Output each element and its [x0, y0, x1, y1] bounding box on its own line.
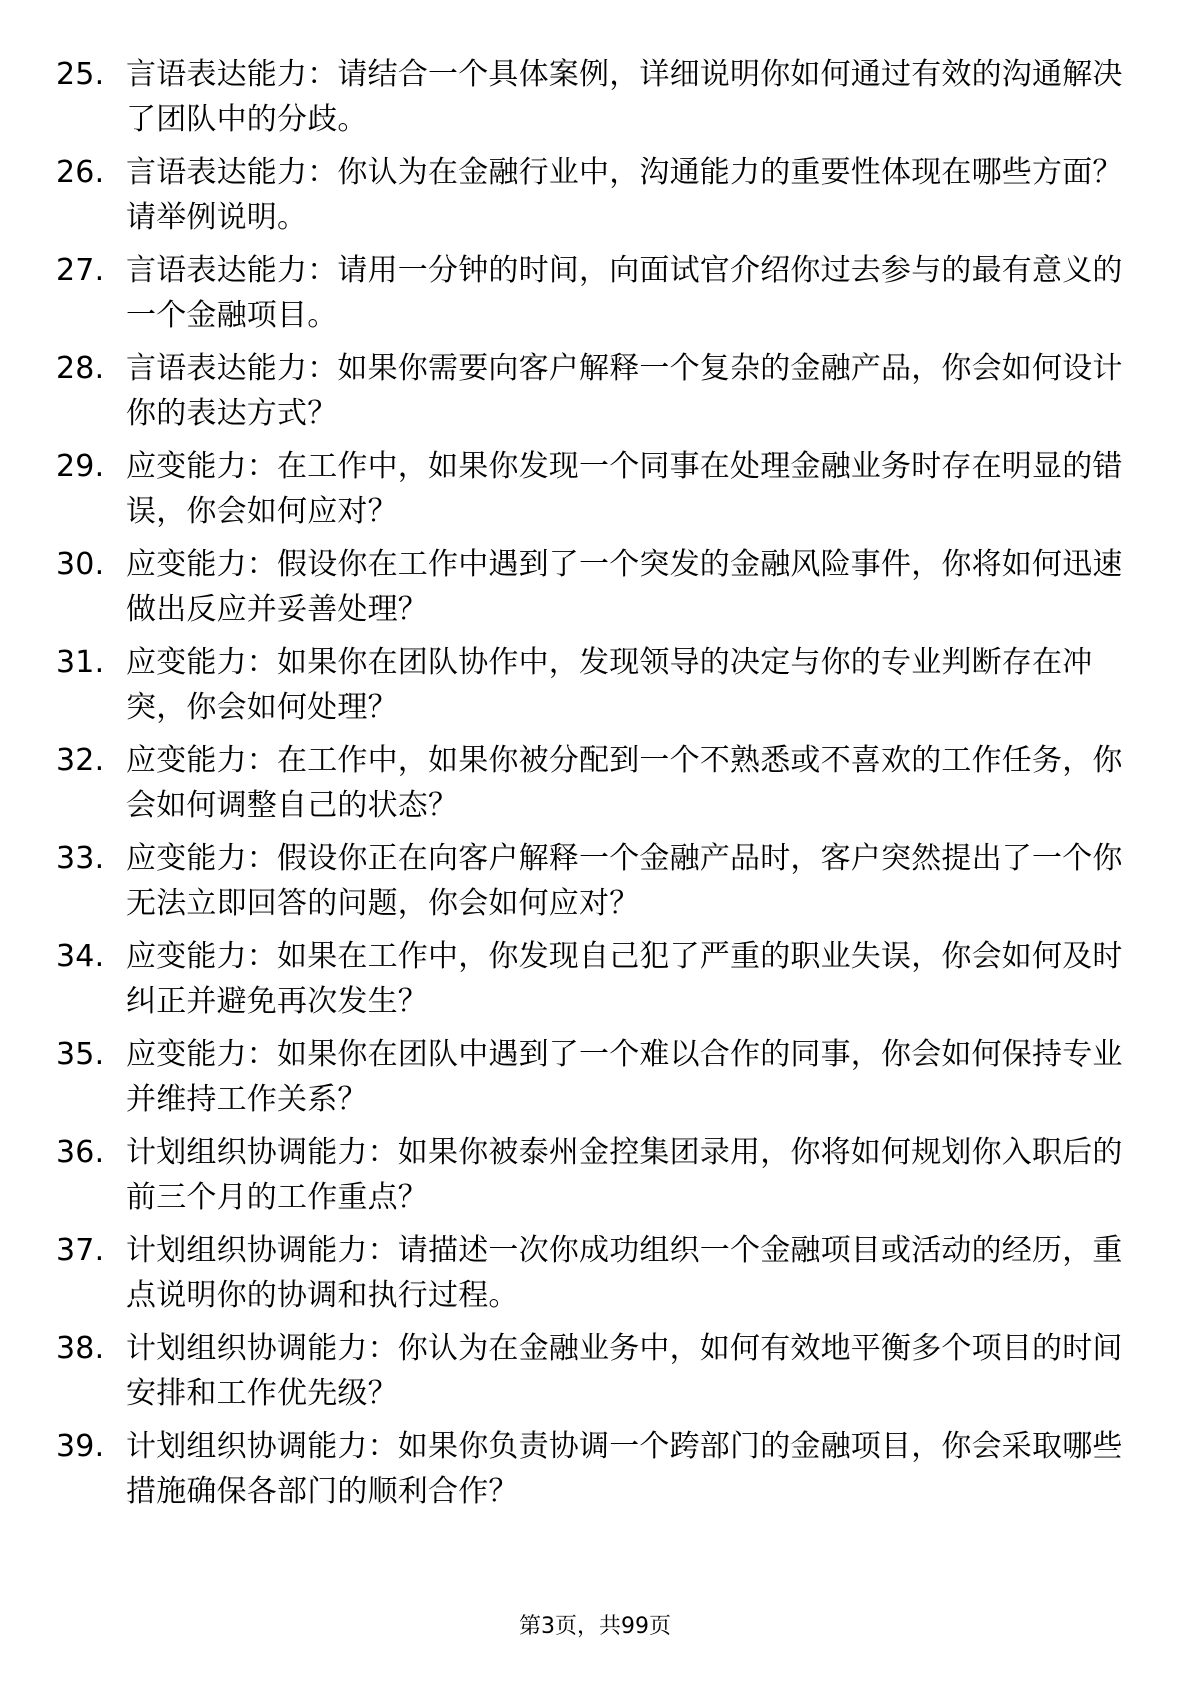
- question-number: 33.: [56, 841, 105, 876]
- question-text: 应变能力：如果你在团队中遇到了一个难以合作的同事，你会如何保持专业并维持工作关系？: [126, 1037, 1123, 1117]
- question-item: [56, 1424, 1126, 1514]
- question-text: 应变能力：假设你正在向客户解释一个金融产品时，客户突然提出了一个你无法立即回答的问题，你会如何应对？: [126, 841, 1123, 921]
- question-item: [56, 346, 1126, 436]
- question-item: [56, 934, 1126, 1024]
- question-item: [56, 1326, 1126, 1416]
- question-number: 39.: [56, 1429, 105, 1464]
- question-number: 35.: [56, 1037, 105, 1072]
- question-number: 31.: [56, 645, 105, 680]
- question-text: 应变能力：如果你在团队协作中，发现领导的决定与你的专业判断存在冲突，你会如何处理？: [126, 645, 1093, 725]
- question-item: [56, 444, 1126, 534]
- question-item: [56, 1130, 1126, 1220]
- question-list: [56, 52, 1126, 1522]
- question-number: 36.: [56, 1135, 105, 1170]
- question-text: 应变能力：在工作中，如果你被分配到一个不熟悉或不喜欢的工作任务，你会如何调整自己的状态？: [126, 743, 1123, 823]
- question-text: 言语表达能力：如果你需要向客户解释一个复杂的金融产品，你会如何设计你的表达方式？: [126, 351, 1123, 431]
- question-text: 言语表达能力：请用一分钟的时间，向面试官介绍你过去参与的最有意义的一个金融项目。: [126, 253, 1123, 333]
- question-text: 应变能力：如果在工作中，你发现自己犯了严重的职业失误，你会如何及时纠正并避免再次发生？: [126, 939, 1123, 1019]
- question-item: [56, 836, 1126, 926]
- question-number: 37.: [56, 1233, 105, 1268]
- question-text: 计划组织协调能力：如果你被泰州金控集团录用，你将如何规划你入职后的前三个月的工作重点？: [126, 1135, 1123, 1215]
- question-number: 32.: [56, 743, 105, 778]
- question-number: 25.: [56, 57, 105, 92]
- question-text: 言语表达能力：请结合一个具体案例，详细说明你如何通过有效的沟通解决了团队中的分歧。: [126, 57, 1123, 137]
- question-item: [56, 542, 1126, 632]
- question-text: 计划组织协调能力：如果你负责协调一个跨部门的金融项目，你会采取哪些措施确保各部门的顺利合作？: [126, 1429, 1123, 1509]
- question-item: [56, 248, 1126, 338]
- question-item: [56, 150, 1126, 240]
- question-text: 应变能力：假设你在工作中遇到了一个突发的金融风险事件，你将如何迅速做出反应并妥善处理？: [126, 547, 1123, 627]
- question-item: [56, 52, 1126, 142]
- question-number: 34.: [56, 939, 105, 974]
- question-number: 30.: [56, 547, 105, 582]
- question-item: [56, 738, 1126, 828]
- question-number: 27.: [56, 253, 105, 288]
- page-footer: 第3页，共99页: [519, 1614, 671, 1639]
- question-number: 28.: [56, 351, 105, 386]
- question-item: [56, 1228, 1126, 1318]
- question-text: 言语表达能力：你认为在金融行业中，沟通能力的重要性体现在哪些方面？请举例说明。: [126, 155, 1123, 235]
- question-number: 38.: [56, 1331, 105, 1366]
- question-item: [56, 640, 1126, 730]
- question-text: 计划组织协调能力：你认为在金融业务中，如何有效地平衡多个项目的时间安排和工作优先级？: [126, 1331, 1123, 1411]
- question-number: 26.: [56, 155, 105, 190]
- question-text: 应变能力：在工作中，如果你发现一个同事在处理金融业务时存在明显的错误，你会如何应对？: [126, 449, 1123, 529]
- question-text: 计划组织协调能力：请描述一次你成功组织一个金融项目或活动的经历，重点说明你的协调和执行过程。: [126, 1233, 1123, 1313]
- question-number: 29.: [56, 449, 105, 484]
- question-item: [56, 1032, 1126, 1122]
